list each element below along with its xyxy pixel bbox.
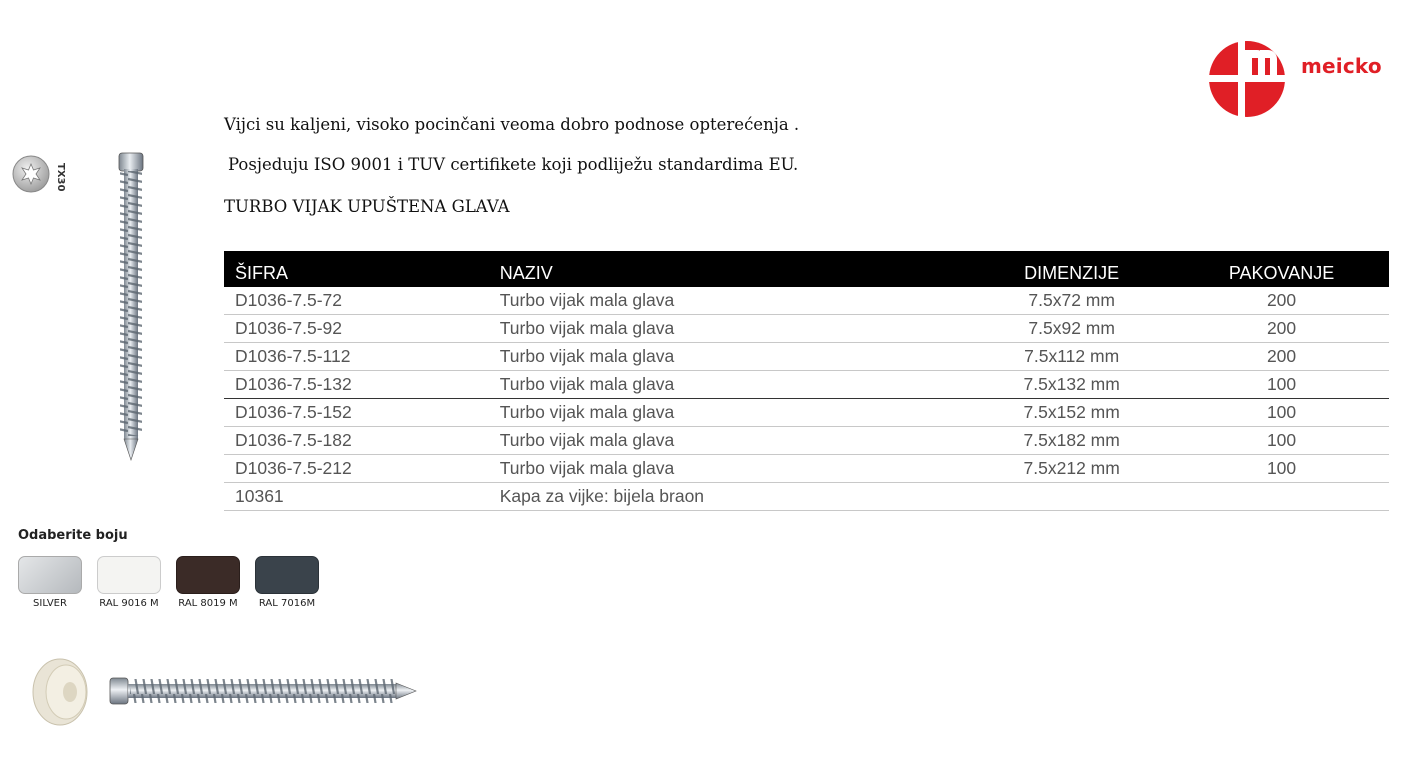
swatch-label-ral-8019: RAL 8019 M	[178, 598, 238, 609]
swatch-ral-9016[interactable]	[97, 556, 161, 594]
cell-pakovanje	[1174, 483, 1389, 511]
cell-sifra: D1036-7.5-112	[224, 343, 500, 371]
table-row	[224, 287, 1389, 315]
cell-naziv: Kapa za vijke: bijela braon	[500, 483, 970, 511]
header-naziv: NAZIV	[500, 251, 970, 287]
table-row	[224, 371, 1389, 399]
torx-size-label: TX30	[55, 163, 66, 192]
table-row	[224, 455, 1389, 483]
cell-pakovanje: 200	[1174, 315, 1389, 343]
meicko-logo-mark-icon	[1208, 40, 1288, 118]
table-row	[224, 399, 1389, 427]
cell-pakovanje: 100	[1174, 371, 1389, 399]
cell-naziv: Turbo vijak mala glava	[500, 455, 970, 483]
product-table	[224, 251, 1389, 511]
meicko-logo	[1208, 38, 1408, 118]
cell-dimenzije: 7.5x152 mm	[969, 399, 1174, 427]
swatch-label-silver: SILVER	[33, 598, 67, 609]
cell-sifra: D1036-7.5-182	[224, 427, 500, 455]
cell-dimenzije: 7.5x72 mm	[969, 287, 1174, 315]
header-sifra: ŠIFRA	[224, 251, 500, 287]
swatch-ral-7016[interactable]	[255, 556, 319, 594]
torx-head-icon	[12, 155, 50, 193]
cell-naziv: Turbo vijak mala glava	[500, 427, 970, 455]
cell-pakovanje: 100	[1174, 427, 1389, 455]
cell-pakovanje: 200	[1174, 343, 1389, 371]
table-header-row	[224, 251, 1389, 287]
cell-dimenzije: 7.5x112 mm	[969, 343, 1174, 371]
intro-line-1: Vijci su kaljeni, visoko pocinčani veoma dobro podnose opterećenja .	[224, 115, 800, 134]
cell-pakovanje: 100	[1174, 399, 1389, 427]
cell-dimenzije: 7.5x182 mm	[969, 427, 1174, 455]
intro-line-2: Posjeduju ISO 9001 i TUV certifikete koji podliježu standardima EU.	[228, 155, 799, 174]
cell-sifra: D1036-7.5-92	[224, 315, 500, 343]
cell-sifra: D1036-7.5-152	[224, 399, 500, 427]
table-row	[224, 343, 1389, 371]
cell-naziv: Turbo vijak mala glava	[500, 315, 970, 343]
cell-naziv: Turbo vijak mala glava	[500, 399, 970, 427]
cell-sifra: 10361	[224, 483, 500, 511]
table-row	[224, 315, 1389, 343]
cell-sifra: D1036-7.5-132	[224, 371, 500, 399]
screw-icon	[108, 145, 154, 465]
table-row	[224, 427, 1389, 455]
product-heading: TURBO VIJAK UPUŠTENA GLAVA	[224, 197, 510, 216]
swatch-label-ral-9016: RAL 9016 M	[99, 598, 159, 609]
brand-name: meicko	[1301, 54, 1382, 78]
cell-dimenzije: 7.5x212 mm	[969, 455, 1174, 483]
cell-dimenzije: 7.5x132 mm	[969, 371, 1174, 399]
color-chooser-title: Odaberite boju	[18, 528, 128, 543]
cell-dimenzije	[969, 483, 1174, 511]
header-pakovanje: PAKOVANJE	[1174, 251, 1389, 287]
cell-naziv: Turbo vijak mala glava	[500, 287, 970, 315]
cell-naziv: Turbo vijak mala glava	[500, 343, 970, 371]
screw-cap-icon	[30, 652, 94, 728]
cell-naziv: Turbo vijak mala glava	[500, 371, 970, 399]
cell-pakovanje: 100	[1174, 455, 1389, 483]
cell-dimenzije: 7.5x92 mm	[969, 315, 1174, 343]
swatch-label-ral-7016: RAL 7016M	[258, 598, 316, 609]
screw-horizontal-icon	[108, 670, 420, 712]
cell-sifra: D1036-7.5-212	[224, 455, 500, 483]
cell-sifra: D1036-7.5-72	[224, 287, 500, 315]
header-dimenzije: DIMENZIJE	[969, 251, 1174, 287]
table-row	[224, 483, 1389, 511]
swatch-ral-8019[interactable]	[176, 556, 240, 594]
cell-pakovanje: 200	[1174, 287, 1389, 315]
swatch-silver[interactable]	[18, 556, 82, 594]
